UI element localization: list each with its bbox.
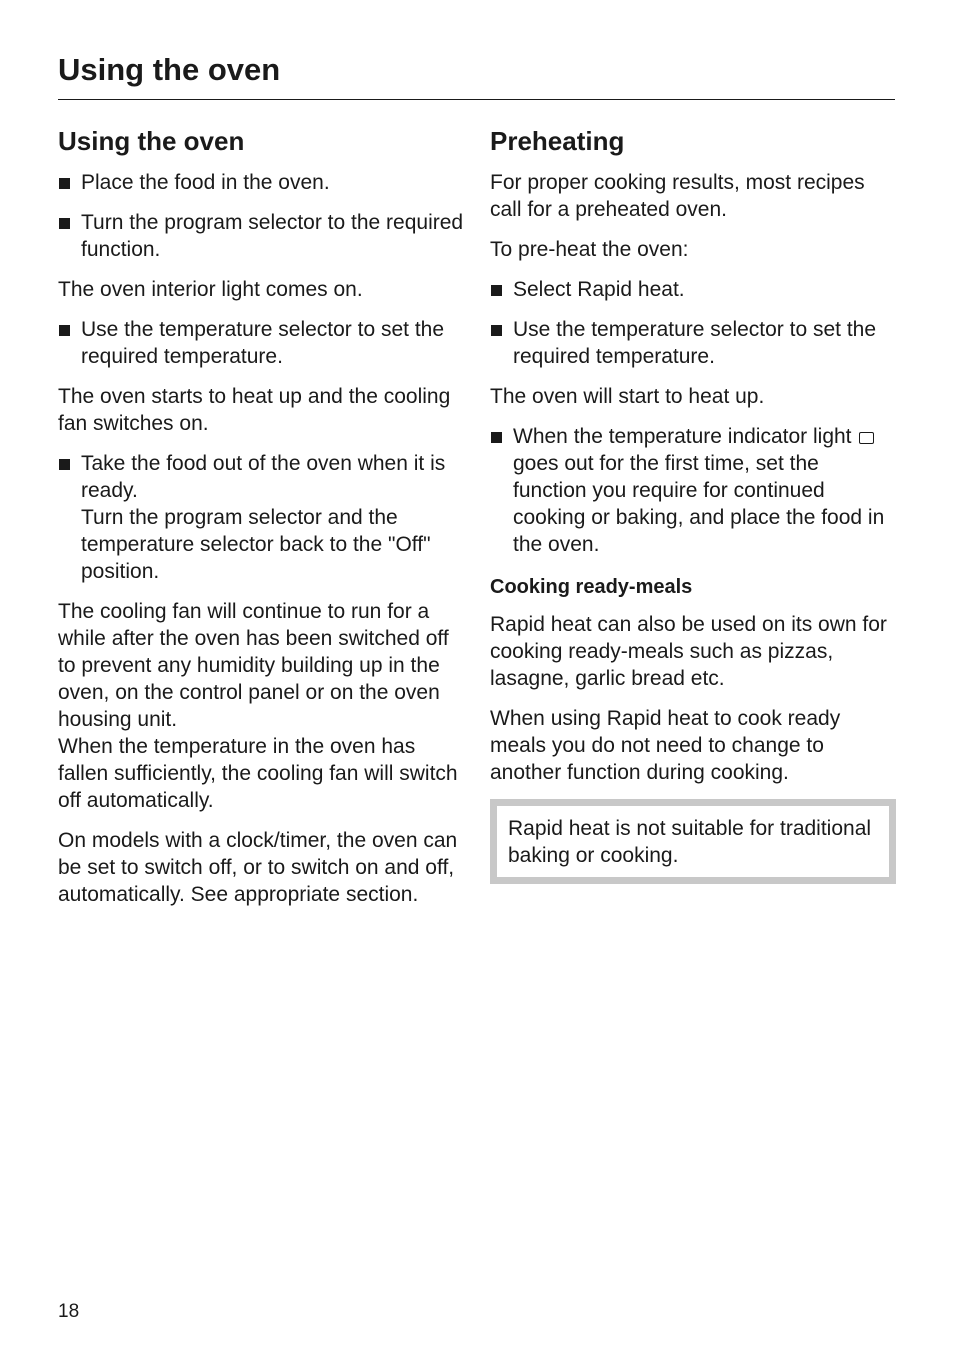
list-item xyxy=(490,276,896,303)
step-text: Use the temperature selector to set the required temperature. xyxy=(81,318,445,368)
bullet-icon xyxy=(59,218,70,229)
page-title: Using the oven xyxy=(58,52,281,87)
list-item xyxy=(58,209,468,263)
steps-list-1 xyxy=(58,169,468,263)
bullet-icon xyxy=(491,285,502,296)
steps-list-preheat xyxy=(490,276,896,370)
step-text: Use the temperature selector to set the required temperature. xyxy=(513,318,877,368)
paragraph-cooling-fan xyxy=(58,598,468,814)
list-item xyxy=(490,423,896,558)
steps-list-2 xyxy=(58,316,468,370)
bullet-icon xyxy=(59,178,70,189)
paragraph: To pre-heat the oven: xyxy=(490,238,689,261)
paragraph-line: When the temperature in the oven has fallen sufficiently, the cooling fan will switch off automatically. xyxy=(58,735,458,812)
steps-list-3 xyxy=(58,450,468,585)
list-item xyxy=(58,450,468,585)
step-text: When the temperature indicator light xyxy=(513,425,852,448)
paragraph-line: The cooling fan will continue to run for a while after the oven has been switched off to prevent any humidity building up in the oven, on the control panel or on the oven housing unit. xyxy=(58,600,449,731)
step-text: goes out for the first time, set the function you require for continued cooking or baking, and place the food in the oven. xyxy=(513,452,885,556)
paragraph: On models with a clock/timer, the oven can be set to switch off, or to switch on and off, automatically. See appropriate section. xyxy=(58,829,458,906)
left-column xyxy=(58,122,468,921)
step-text: Turn the program selector to the required function. xyxy=(81,211,464,261)
temperature-indicator-light-icon xyxy=(859,432,874,444)
note-text: Rapid heat is not suitable for traditional baking or cooking. xyxy=(508,817,872,867)
step-text: Select Rapid heat. xyxy=(513,278,685,301)
bullet-icon xyxy=(59,325,70,336)
list-item xyxy=(58,169,468,196)
subheading-cooking-ready-meals: Cooking ready-meals xyxy=(490,576,693,598)
step-text: Take the food out of the oven when it is ready. xyxy=(81,452,446,502)
bullet-icon xyxy=(59,459,70,470)
bullet-icon xyxy=(491,325,502,336)
section-heading-using-the-oven: Using the oven xyxy=(58,126,245,156)
paragraph: The oven interior light comes on. xyxy=(58,278,363,301)
step-text: Turn the program selector and the temperature selector back to the "Off" position. xyxy=(81,506,431,583)
right-column xyxy=(490,122,896,884)
bullet-icon xyxy=(491,432,502,443)
paragraph: When using Rapid heat to cook ready meals you do not need to change to another function during cooking. xyxy=(490,707,841,784)
page-header xyxy=(58,50,895,100)
steps-list-indicator xyxy=(490,423,896,558)
list-item xyxy=(58,316,468,370)
paragraph: For proper cooking results, most recipes call for a preheated oven. xyxy=(490,171,865,221)
list-item xyxy=(490,316,896,370)
paragraph: The oven will start to heat up. xyxy=(490,385,765,408)
header-divider xyxy=(58,99,895,100)
paragraph: The oven starts to heat up and the cooling fan switches on. xyxy=(58,385,451,435)
paragraph: Rapid heat can also be used on its own for cooking ready-meals such as pizzas, lasagne, garlic bread etc. xyxy=(490,613,887,690)
note-box xyxy=(490,799,896,884)
section-heading-preheating: Preheating xyxy=(490,126,625,156)
step-text: Place the food in the oven. xyxy=(81,171,330,194)
page-number: 18 xyxy=(58,1301,80,1322)
